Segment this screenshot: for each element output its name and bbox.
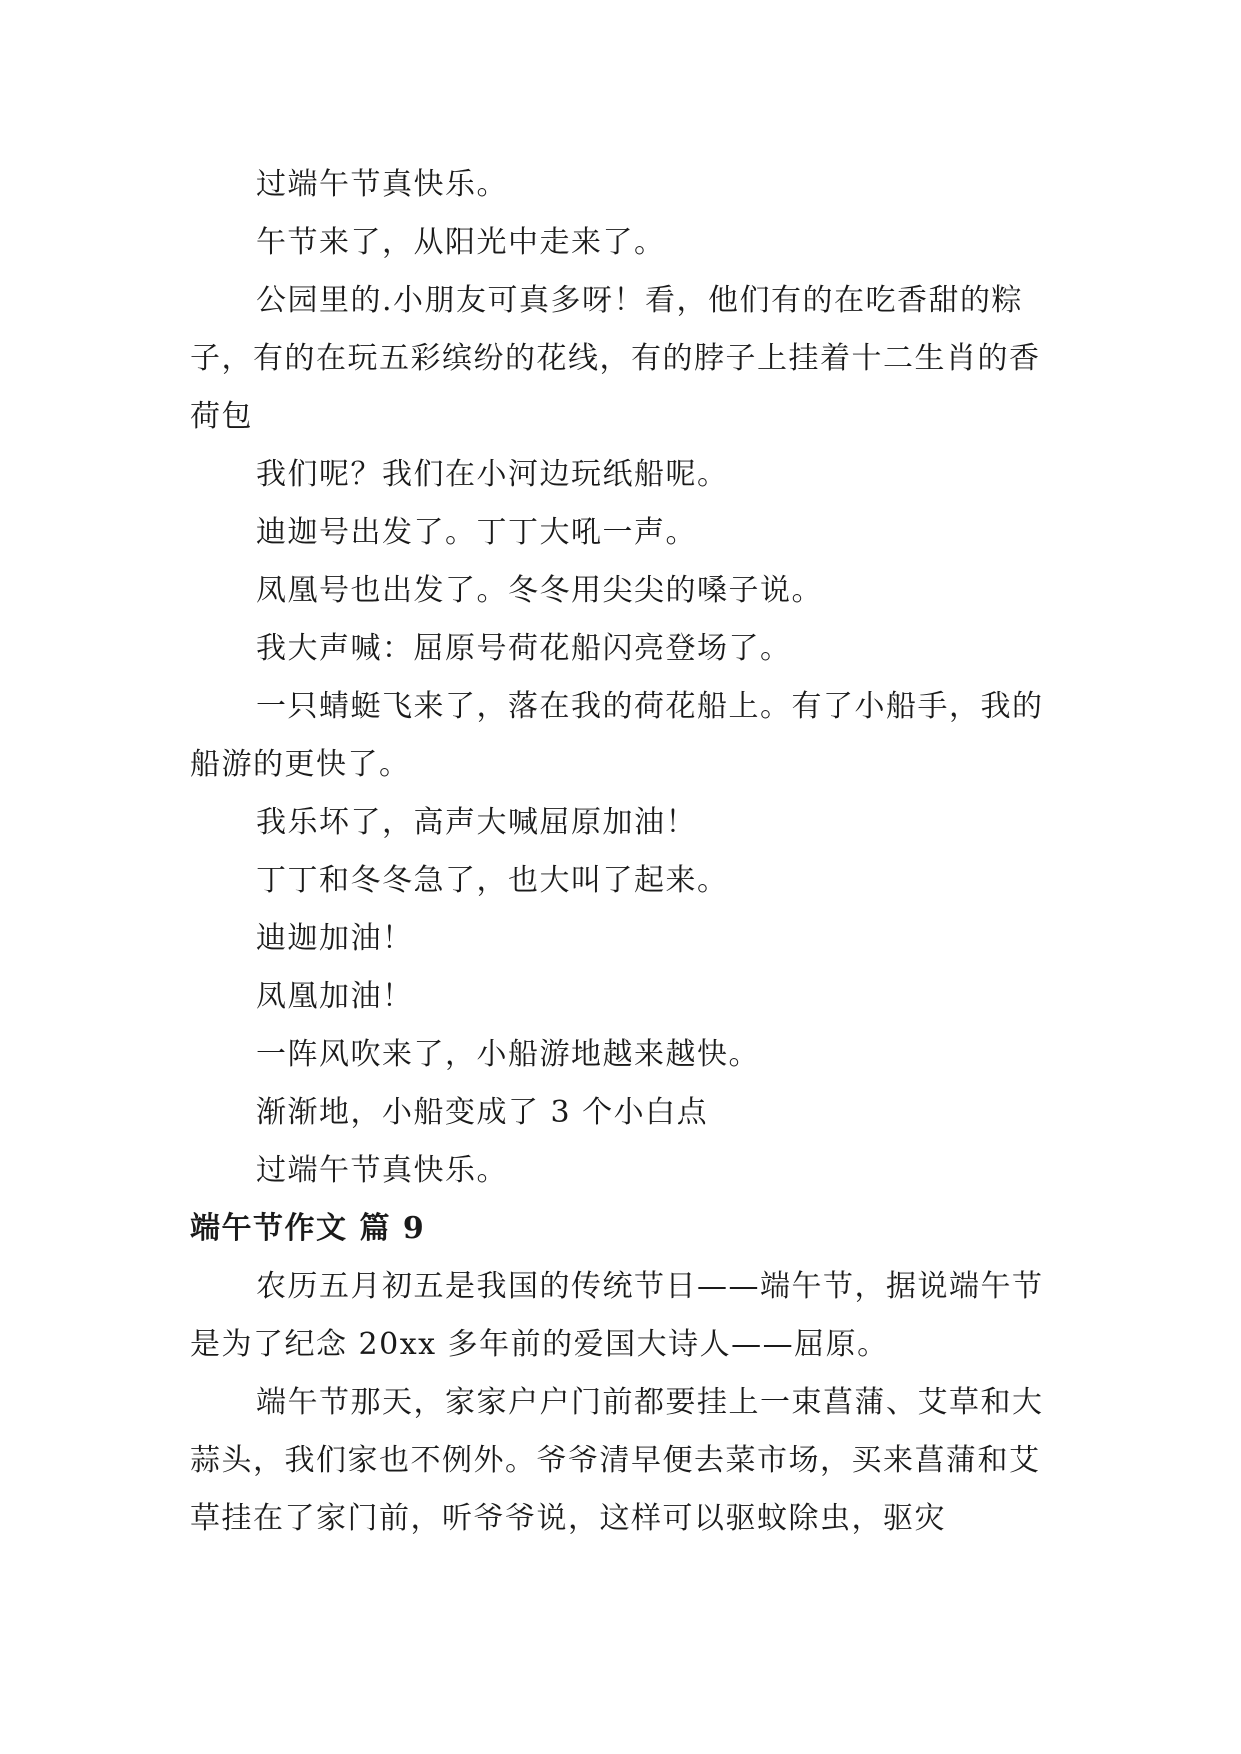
paragraph: 迪迦加油！: [256, 921, 414, 956]
paragraph: 渐渐地，小船变成了 3 个小白点: [256, 1095, 709, 1130]
paragraph: 我大声喊：屈原号荷花船闪亮登场了。: [256, 631, 792, 666]
paragraph: 端午节那天，家家户户门前都要挂上一束菖蒲、艾草和大蒜头，我们家也不例外。爷爷清早便去菜市场，买来菖蒲和艾草挂在了家门前，听爷爷说，这样可以驱蚊除虫，驱灾: [190, 1385, 1044, 1536]
essay-body: [190, 156, 1050, 1548]
paragraph: 凤凰加油！: [256, 979, 414, 1014]
paragraph: 迪迦号出发了。丁丁大吼一声。: [256, 515, 697, 550]
paragraph: 我们呢？我们在小河边玩纸船呢。: [256, 457, 729, 492]
paragraph: 农历五月初五是我国的传统节日——端午节，据说端午节是为了纪念 20xx 多年前的爱国大诗人——屈原。: [190, 1269, 1044, 1362]
paragraph: 过端午节真快乐。: [256, 1153, 508, 1188]
paragraph: 一阵风吹来了，小船游地越来越快。: [256, 1037, 760, 1072]
paragraph: 公园里的.小朋友可真多呀！看，他们有的在吃香甜的粽子，有的在玩五彩缤纷的花线，有的脖子上挂着十二生肖的香荷包: [190, 283, 1041, 434]
paragraph: 我乐坏了，高声大喊屈原加油！: [256, 805, 697, 840]
paragraph: 凤凰号也出发了。冬冬用尖尖的嗓子说。: [256, 573, 823, 608]
paragraph: 一只蜻蜓飞来了，落在我的荷花船上。有了小船手，我的船游的更快了。: [190, 689, 1044, 782]
paragraph: 丁丁和冬冬急了，也大叫了起来。: [256, 863, 729, 898]
paragraph: 午节来了，从阳光中走来了。: [256, 225, 666, 260]
section-heading: 端午节作文 篇 9: [190, 1211, 426, 1246]
paragraph: 过端午节真快乐。: [256, 167, 508, 202]
